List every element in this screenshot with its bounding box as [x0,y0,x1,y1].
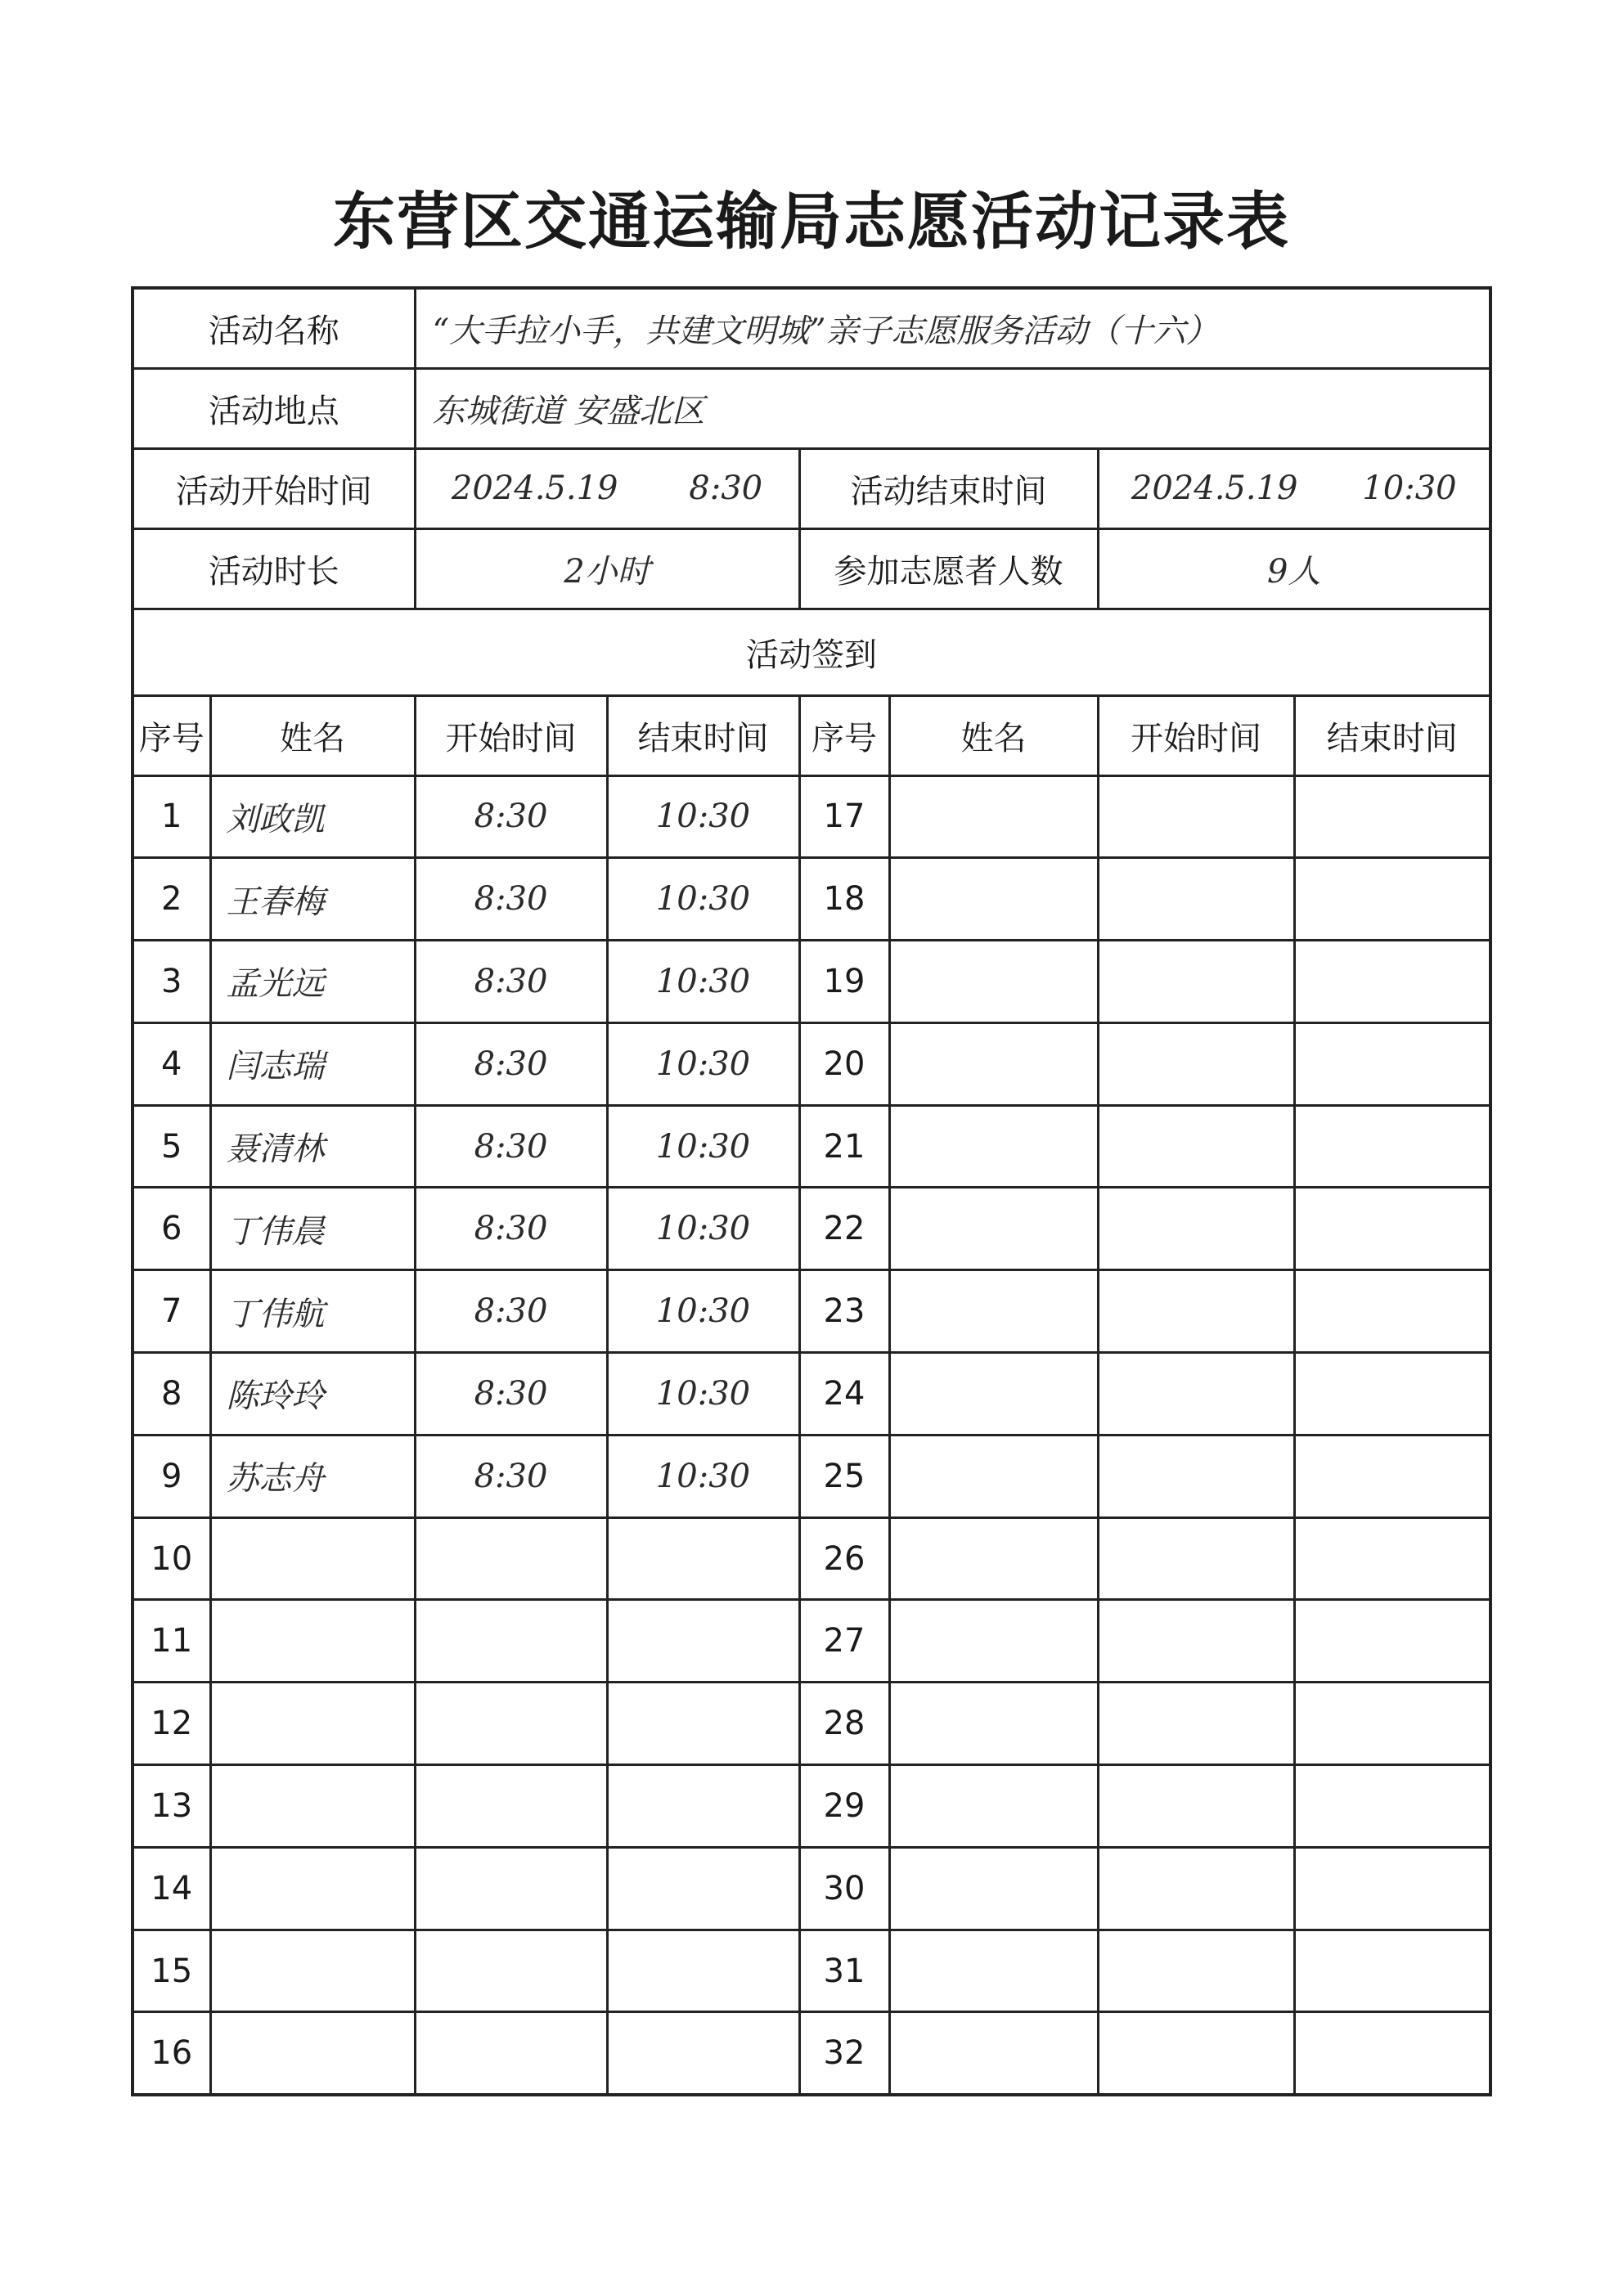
end-time-cell [607,1930,799,2012]
row-number: 22 [799,1188,889,1270]
end-time-cell [1294,1435,1490,1517]
duration-label: 活动时长 [133,528,415,609]
row-number: 25 [799,1435,889,1517]
volunteer-name [889,1435,1098,1517]
start-time-cell [415,1600,607,1683]
end-time-cell [1294,1600,1490,1683]
row-number: 9 [133,1435,210,1517]
end-time-label: 活动结束时间 [799,448,1098,528]
start-time-cell: 8:30 [415,1022,607,1105]
volunteer-name [210,2012,415,2095]
end-time-cell [1294,1270,1490,1353]
end-time-value [1098,448,1490,528]
start-time-cell [1098,1270,1294,1353]
volunteer-name [889,941,1098,1023]
volunteer-name: 丁伟晨 [210,1188,415,1270]
volunteer-name [889,1683,1098,1765]
row-number: 21 [799,1105,889,1188]
end-time-cell [1294,1353,1490,1436]
table-row [133,1930,1490,2012]
start-time-cell [1098,1930,1294,2012]
row-number: 30 [799,1847,889,1930]
table-row [133,1683,1490,1765]
end-time-cell [1294,1188,1490,1270]
start-time-cell [415,1683,607,1765]
end-time-cell [1294,1683,1490,1765]
table-row [133,775,1490,858]
volunteer-count-label: 参加志愿者人数 [799,528,1098,609]
start-time-cell [1098,1683,1294,1765]
row-number: 7 [133,1270,210,1353]
row-number: 28 [799,1683,889,1765]
start-time-cell [415,2012,607,2095]
volunteer-name [889,1105,1098,1188]
start-time-cell: 8:30 [415,858,607,941]
volunteer-name [889,1765,1098,1848]
end-time-cell [1294,858,1490,941]
volunteer-name [889,1353,1098,1436]
row-number: 12 [133,1683,210,1765]
start-time-cell [1098,1517,1294,1600]
end-time-cell [1294,941,1490,1023]
row-number: 14 [133,1847,210,1930]
volunteer-name: 孟光远 [210,941,415,1023]
volunteer-name: 苏志舟 [210,1435,415,1517]
col-header: 姓名 [210,695,415,775]
start-time-cell: 8:30 [415,1353,607,1436]
start-time-cell: 8:30 [415,1188,607,1270]
col-header: 序号 [133,695,210,775]
volunteer-name [210,1683,415,1765]
start-time-cell: 8:30 [415,1270,607,1353]
start-time-cell [1098,1435,1294,1517]
row-number: 19 [799,941,889,1023]
start-date: 2024.5.19 [451,470,618,507]
start-time-cell [1098,1105,1294,1188]
start-time-cell [415,1847,607,1930]
start-clock: 8:30 [689,470,763,507]
row-number: 10 [133,1517,210,1600]
start-time-cell: 8:30 [415,1105,607,1188]
row-number: 24 [799,1353,889,1436]
start-time-cell [1098,1022,1294,1105]
start-time-cell [1098,1353,1294,1436]
table-row [133,1847,1490,1930]
col-header: 姓名 [889,695,1098,775]
volunteer-name [210,1847,415,1930]
volunteer-name [210,1517,415,1600]
record-table [131,286,1492,2096]
start-time-cell [1098,775,1294,858]
end-time-cell [607,1683,799,1765]
end-time-cell [1294,775,1490,858]
end-time-cell [607,1517,799,1600]
volunteer-name: 聂清林 [210,1105,415,1188]
start-time-cell [1098,1765,1294,1848]
row-number: 31 [799,1930,889,2012]
end-time-cell [607,1600,799,1683]
volunteer-name: 陈玲玲 [210,1353,415,1436]
start-time-cell [415,1930,607,2012]
volunteer-name [210,1600,415,1683]
end-time-cell [1294,1930,1490,2012]
signin-rows [133,775,1490,2095]
page-title: 东营区交通运输局志愿活动记录表 [333,185,1290,258]
volunteer-name [210,1930,415,2012]
row-number: 26 [799,1517,889,1600]
volunteer-name [889,1600,1098,1683]
row-number: 13 [133,1765,210,1848]
end-time-cell: 10:30 [607,775,799,858]
activity-name-value: “大手拉小手，共建文明城”亲子志愿服务活动（十六） [415,288,1490,368]
row-number: 17 [799,775,889,858]
start-time-cell: 8:30 [415,941,607,1023]
start-time-value [415,448,799,528]
volunteer-name [889,1188,1098,1270]
volunteer-name: 王春梅 [210,858,415,941]
col-header: 结束时间 [1294,695,1490,775]
col-header: 结束时间 [607,695,799,775]
end-time-cell [1294,1517,1490,1600]
table-row [133,1435,1490,1517]
volunteer-name [889,858,1098,941]
row-number: 1 [133,775,210,858]
volunteer-name: 丁伟航 [210,1270,415,1353]
start-time-cell: 8:30 [415,775,607,858]
table-row [133,1188,1490,1270]
volunteer-name [889,1022,1098,1105]
end-time-cell: 10:30 [607,1105,799,1188]
start-time-cell [1098,2012,1294,2095]
end-time-cell [607,1847,799,1930]
volunteer-name [889,2012,1098,2095]
volunteer-name: 闫志瑞 [210,1022,415,1105]
table-row [133,941,1490,1023]
table-row [133,1765,1490,1848]
end-time-cell [1294,1022,1490,1105]
table-row [133,1270,1490,1353]
start-time-cell: 8:30 [415,1435,607,1517]
start-time-cell [1098,1600,1294,1683]
table-row [133,1600,1490,1683]
start-time-cell [1098,858,1294,941]
table-row [133,1105,1490,1188]
end-time-cell [607,1765,799,1848]
col-header: 序号 [799,695,889,775]
end-time-cell [1294,1847,1490,1930]
table-row [133,1022,1490,1105]
row-number: 16 [133,2012,210,2095]
row-number: 18 [799,858,889,941]
end-time-cell: 10:30 [607,1435,799,1517]
table-row [133,2012,1490,2095]
row-number: 8 [133,1353,210,1436]
row-number: 15 [133,1930,210,2012]
row-number: 32 [799,2012,889,2095]
row-number: 29 [799,1765,889,1848]
end-time-cell: 10:30 [607,1270,799,1353]
volunteer-name [889,775,1098,858]
row-number: 20 [799,1022,889,1105]
table-row [133,858,1490,941]
end-date: 2024.5.19 [1131,470,1298,507]
duration-value: 2小时 [415,528,799,609]
end-time-cell [1294,1765,1490,1848]
volunteer-name [889,1847,1098,1930]
end-time-cell: 10:30 [607,1353,799,1436]
activity-location-value: 东城街道 安盛北区 [415,368,1490,448]
start-time-cell [415,1517,607,1600]
end-time-cell [1294,1105,1490,1188]
volunteer-name [210,1765,415,1848]
end-time-cell: 10:30 [607,858,799,941]
volunteer-name [889,1930,1098,2012]
start-time-cell [415,1765,607,1848]
activity-location-label: 活动地点 [133,368,415,448]
row-number: 3 [133,941,210,1023]
start-time-cell [1098,941,1294,1023]
row-number: 4 [133,1022,210,1105]
end-time-cell: 10:30 [607,1188,799,1270]
volunteer-count-value: 9人 [1098,528,1490,609]
end-clock: 10:30 [1362,470,1457,507]
signin-section-title: 活动签到 [133,609,1490,695]
volunteer-name [889,1270,1098,1353]
row-number: 11 [133,1600,210,1683]
row-number: 5 [133,1105,210,1188]
start-time-label: 活动开始时间 [133,448,415,528]
end-time-cell: 10:30 [607,1022,799,1105]
start-time-cell [1098,1847,1294,1930]
activity-name-label: 活动名称 [133,288,415,368]
volunteer-name [889,1517,1098,1600]
row-number: 6 [133,1188,210,1270]
table-row [133,1353,1490,1436]
row-number: 2 [133,858,210,941]
table-row [133,1517,1490,1600]
row-number: 23 [799,1270,889,1353]
volunteer-name: 刘政凯 [210,775,415,858]
row-number: 27 [799,1600,889,1683]
col-header: 开始时间 [415,695,607,775]
start-time-cell [1098,1188,1294,1270]
end-time-cell: 10:30 [607,941,799,1023]
col-header: 开始时间 [1098,695,1294,775]
end-time-cell [1294,2012,1490,2095]
end-time-cell [607,2012,799,2095]
